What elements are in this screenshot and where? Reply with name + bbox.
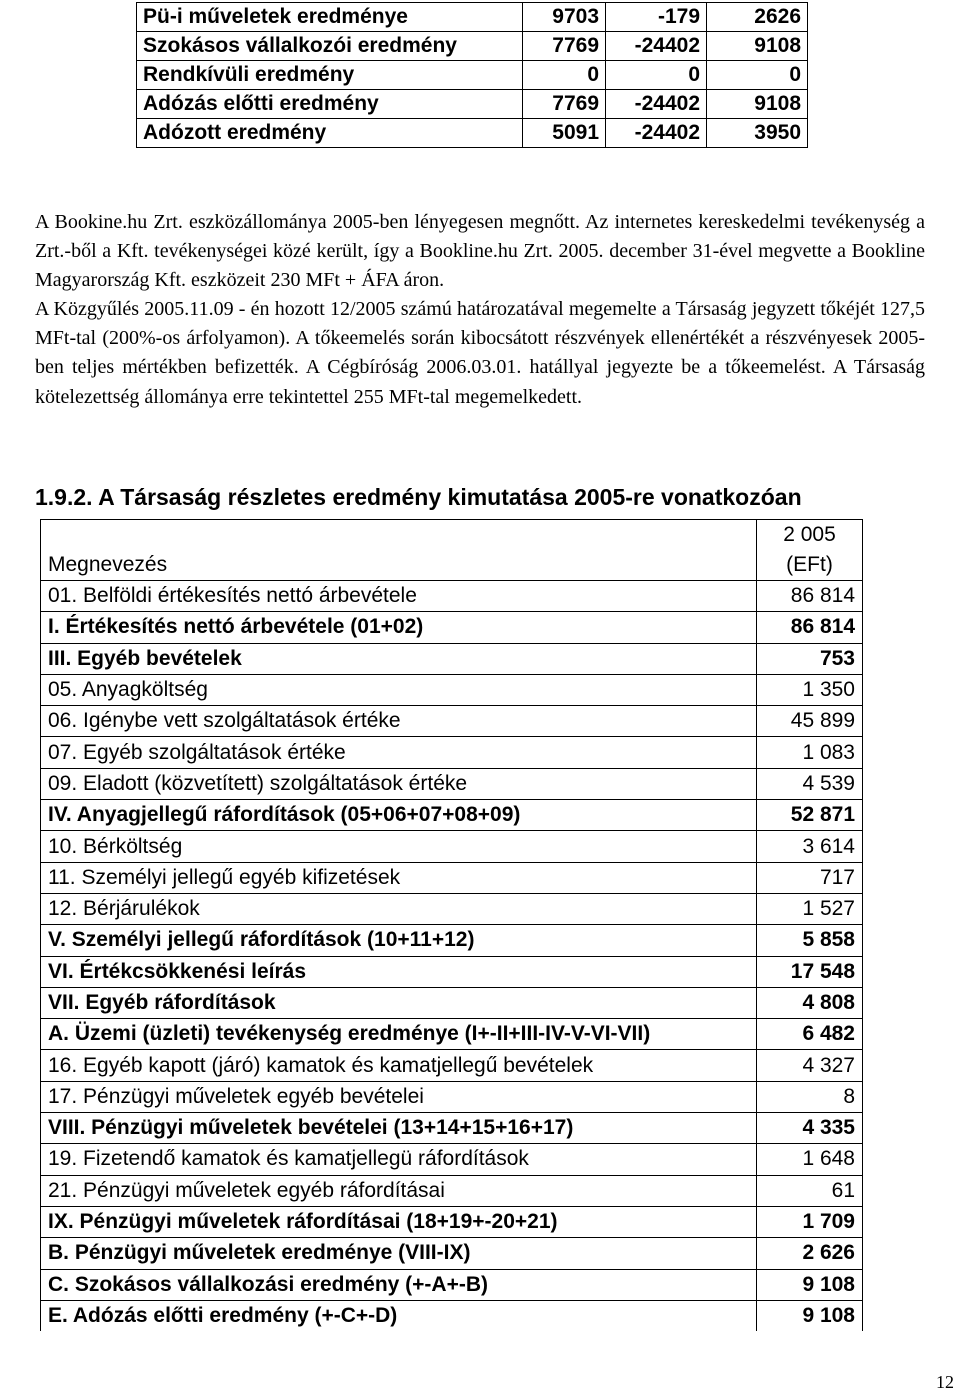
row-name-cell: III. Egyéb bevételek xyxy=(41,643,757,674)
summary-value-cell: 0 xyxy=(523,61,606,90)
row-value-cell: 52 871 xyxy=(757,800,863,831)
summary-row xyxy=(137,90,808,119)
table-row xyxy=(41,1050,863,1081)
table-row xyxy=(41,1175,863,1206)
row-value-cell: 8 xyxy=(757,1081,863,1112)
table-row xyxy=(41,643,863,674)
row-name-cell: B. Pénzügyi műveletek eredménye (VIII-IX) xyxy=(41,1238,757,1269)
row-name-cell: 01. Belföldi értékesítés nettó árbevétele xyxy=(41,581,757,612)
summary-label-cell: Adózás előtti eredmény xyxy=(137,90,523,119)
table-row xyxy=(41,737,863,768)
table-row xyxy=(41,893,863,924)
table-row xyxy=(41,831,863,862)
row-value-cell: 753 xyxy=(757,643,863,674)
row-value-cell: 4 808 xyxy=(757,987,863,1018)
row-name-cell: 06. Igénybe vett szolgáltatások értéke xyxy=(41,706,757,737)
summary-value-cell: 9108 xyxy=(707,90,808,119)
header-value-unit: (EFt) xyxy=(786,553,833,576)
summary-value-cell: 0 xyxy=(707,61,808,90)
row-value-cell: 4 335 xyxy=(757,1113,863,1144)
table-row xyxy=(41,1081,863,1112)
table-row xyxy=(41,706,863,737)
row-value-cell: 1 083 xyxy=(757,737,863,768)
row-value-cell: 45 899 xyxy=(757,706,863,737)
row-value-cell: 3 614 xyxy=(757,831,863,862)
row-name-cell: IX. Pénzügyi műveletek ráfordításai (18+19+-20+21) xyxy=(41,1206,757,1237)
row-name-cell: E. Adózás előtti eredmény (+-C+-D) xyxy=(41,1300,757,1331)
table-row xyxy=(41,800,863,831)
row-name-cell: IV. Anyagjellegű ráfordítások (05+06+07+08+09) xyxy=(41,800,757,831)
table-row xyxy=(41,1113,863,1144)
page-number: 12 xyxy=(936,1372,954,1392)
row-name-cell: 05. Anyagköltség xyxy=(41,674,757,705)
table-row xyxy=(41,1269,863,1300)
row-value-cell: 86 814 xyxy=(757,612,863,643)
table-row xyxy=(41,1238,863,1269)
summary-table xyxy=(136,2,808,148)
table-row xyxy=(41,612,863,643)
summary-row xyxy=(137,61,808,90)
paragraph-capital-increase: A Közgyűlés 2005.11.09 - én hozott 12/2005 számú határozatával megemelte a Társaság jegyzett tőkéjét 127,5 MFt-tal (200%-os árfolyamon). A tőkeemelés során kibocsátott részvények ellenértékét a részvényesek 2005-ben teljes mértékben befizették. A Cégbíróság 2006.03.01. hatállyal jegyezte be a tőkeemelést. A Társaság kötelezettség állománya erre tekintettel 255 MFt-tal megemelkedett. xyxy=(35,298,925,408)
paragraph-asset-growth: A Bookine.hu Zrt. eszközállománya 2005-ben lényegesen megnőtt. Az internetes kereskedelmi tevékenység a Zrt.-ből a Kft. tevékenységei közé került, így a Bookline.hu Zrt. 2005. december 31-ével megvette a Bookline Magyarország Kft. eszközeit 230 MFt + ÁFA áron. xyxy=(35,211,925,292)
row-value-cell: 86 814 xyxy=(757,581,863,612)
summary-value-cell: 3950 xyxy=(707,119,808,148)
row-value-cell: 1 350 xyxy=(757,674,863,705)
header-value-year: 2 005 xyxy=(783,523,836,546)
row-value-cell: 61 xyxy=(757,1175,863,1206)
summary-label-cell: Pü-i műveletek eredménye xyxy=(137,3,523,32)
table-row xyxy=(41,925,863,956)
row-value-cell: 4 539 xyxy=(757,768,863,799)
table-row xyxy=(41,768,863,799)
row-value-cell: 1 527 xyxy=(757,893,863,924)
summary-label-cell: Adózott eredmény xyxy=(137,119,523,148)
income-statement-table xyxy=(40,519,863,1331)
row-value-cell: 1 648 xyxy=(757,1144,863,1175)
table-row xyxy=(41,956,863,987)
summary-value-cell: -24402 xyxy=(606,32,707,61)
row-value-cell: 9 108 xyxy=(757,1300,863,1331)
row-name-cell: 17. Pénzügyi műveletek egyéb bevételei xyxy=(41,1081,757,1112)
summary-value-cell: 7769 xyxy=(523,90,606,119)
row-name-cell: V. Személyi jellegű ráfordítások (10+11+12) xyxy=(41,925,757,956)
summary-row xyxy=(137,119,808,148)
table-row xyxy=(41,1300,863,1331)
row-name-cell: 09. Eladott (közvetített) szolgáltatások értéke xyxy=(41,768,757,799)
summary-value-cell: 0 xyxy=(606,61,707,90)
row-name-cell: VIII. Pénzügyi műveletek bevételei (13+14+15+16+17) xyxy=(41,1113,757,1144)
row-name-cell: 21. Pénzügyi műveletek egyéb ráfordításai xyxy=(41,1175,757,1206)
summary-value-cell: 9703 xyxy=(523,3,606,32)
row-value-cell: 5 858 xyxy=(757,925,863,956)
row-name-cell: VI. Értékcsökkenési leírás xyxy=(41,956,757,987)
summary-value-cell: -179 xyxy=(606,3,707,32)
section-heading: 1.9.2. A Társaság részletes eredmény kimutatása 2005-re vonatkozóan xyxy=(35,484,802,510)
table-row xyxy=(41,1144,863,1175)
summary-value-cell: 2626 xyxy=(707,3,808,32)
row-value-cell: 1 709 xyxy=(757,1206,863,1237)
row-value-cell: 6 482 xyxy=(757,1019,863,1050)
summary-row xyxy=(137,32,808,61)
table-row xyxy=(41,862,863,893)
table-row xyxy=(41,987,863,1018)
summary-value-cell: 7769 xyxy=(523,32,606,61)
row-name-cell: C. Szokásos vállalkozási eredmény (+-A+-B) xyxy=(41,1269,757,1300)
row-name-cell: 16. Egyéb kapott (járó) kamatok és kamatjellegű bevételek xyxy=(41,1050,757,1081)
row-name-cell: 19. Fizetendő kamatok és kamatjellegü ráfordítások xyxy=(41,1144,757,1175)
header-name-cell: Megnevezés xyxy=(41,520,757,581)
row-name-cell: 07. Egyéb szolgáltatások értéke xyxy=(41,737,757,768)
table-row xyxy=(41,581,863,612)
table-row xyxy=(41,1019,863,1050)
table-row xyxy=(41,674,863,705)
row-name-cell: 12. Bérjárulékok xyxy=(41,893,757,924)
row-value-cell: 9 108 xyxy=(757,1269,863,1300)
summary-value-cell: 5091 xyxy=(523,119,606,148)
row-name-cell: 10. Bérköltség xyxy=(41,831,757,862)
row-value-cell: 717 xyxy=(757,862,863,893)
row-value-cell: 4 327 xyxy=(757,1050,863,1081)
row-name-cell: A. Üzemi (üzleti) tevékenység eredménye (I+-II+III-IV-V-VI-VII) xyxy=(41,1019,757,1050)
header-value-cell xyxy=(757,520,863,581)
summary-value-cell: -24402 xyxy=(606,119,707,148)
row-value-cell: 2 626 xyxy=(757,1238,863,1269)
summary-value-cell: 9108 xyxy=(707,32,808,61)
summary-value-cell: -24402 xyxy=(606,90,707,119)
table-header-row xyxy=(41,520,863,581)
summary-label-cell: Rendkívüli eredmény xyxy=(137,61,523,90)
row-name-cell: 11. Személyi jellegű egyéb kifizetések xyxy=(41,862,757,893)
row-name-cell: VII. Egyéb ráfordítások xyxy=(41,987,757,1018)
summary-row xyxy=(137,3,808,32)
table-row xyxy=(41,1206,863,1237)
summary-label-cell: Szokásos vállalkozói eredmény xyxy=(137,32,523,61)
row-value-cell: 17 548 xyxy=(757,956,863,987)
row-name-cell: I. Értékesítés nettó árbevétele (01+02) xyxy=(41,612,757,643)
